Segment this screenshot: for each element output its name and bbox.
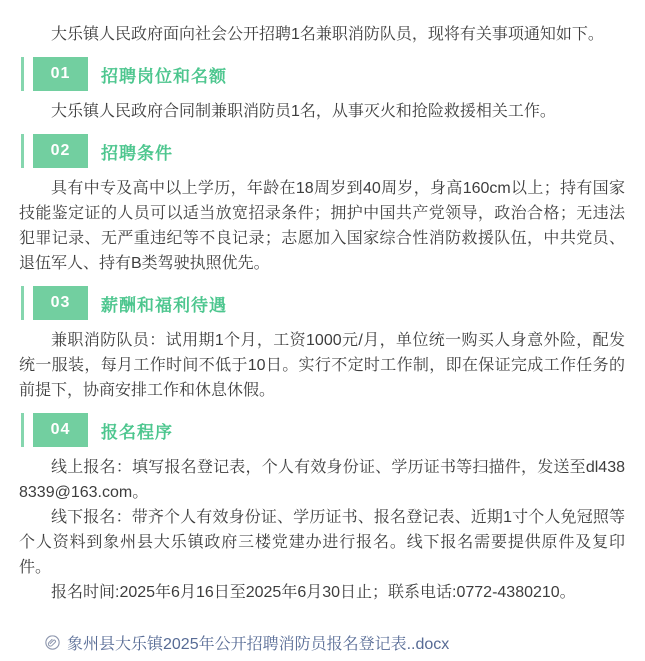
section-number-badge: 02 — [33, 134, 88, 168]
section-paragraph: 大乐镇人民政府合同制兼职消防员1名，从事灭火和抢险救援相关工作。 — [51, 103, 556, 120]
section-header-3 — [21, 286, 625, 320]
section-title: 薪酬和福利待遇 — [101, 295, 227, 315]
section-paragraph-signup-time: 报名时间:2025年6月16日至2025年6月30日止；联系电话:0772-4380210。 — [51, 584, 576, 601]
section-number-badge: 01 — [33, 57, 88, 91]
section-paragraph: 具有中专及高中以上学历，年龄在18周岁到40周岁，身高160cm以上；持有国家技能鉴定证的人员可以适当放宽招录条件；拥护中国共产党领导，政治合格；无违法犯罪记录、无严重违纪等不良记录；志愿加入国家综合性消防救援队伍，中共党员、退伍军人、持有B类驾驶执照优先。 — [19, 180, 625, 272]
section-number-badge: 04 — [33, 413, 88, 447]
section-header-1 — [21, 57, 625, 91]
section-accent-bar — [21, 57, 24, 91]
section-accent-bar — [21, 286, 24, 320]
section-paragraph-online-signup: 线上报名：填写报名登记表，个人有效身份证、学历证书等扫描件，发送至dl4388339@163.com。 — [19, 459, 625, 501]
intro-paragraph: 大乐镇人民政府面向社会公开招聘1名兼职消防队员，现将有关事项通知如下。 — [51, 26, 604, 43]
paperclip-icon — [45, 635, 60, 650]
section-header-4 — [21, 413, 625, 447]
attachment-filename[interactable]: 象州县大乐镇2025年公开招聘消防员报名登记表..docx — [67, 636, 450, 653]
section-number-badge: 03 — [33, 286, 88, 320]
section-accent-bar — [21, 134, 24, 168]
section-title: 招聘岗位和名额 — [101, 66, 227, 86]
section-accent-bar — [21, 413, 24, 447]
attachment-link[interactable] — [45, 631, 625, 654]
section-paragraph: 兼职消防队员：试用期1个月，工资1000元/月，单位统一购买人身意外险，配发统一服装，每月工作时间不低于10日。实行不定时工作制，即在保证完成工作任务的前提下，协商安排工作和休息休假。 — [19, 332, 625, 399]
section-header-2 — [21, 134, 625, 168]
section-paragraph-offline-signup: 线下报名：带齐个人有效身份证、学历证书、报名登记表、近期1寸个人免冠照等个人资料到象州县大乐镇政府三楼党建办进行报名。线下报名需要提供原件及复印件。 — [19, 509, 625, 576]
section-title: 报名程序 — [101, 422, 173, 442]
section-title: 招聘条件 — [101, 143, 173, 163]
